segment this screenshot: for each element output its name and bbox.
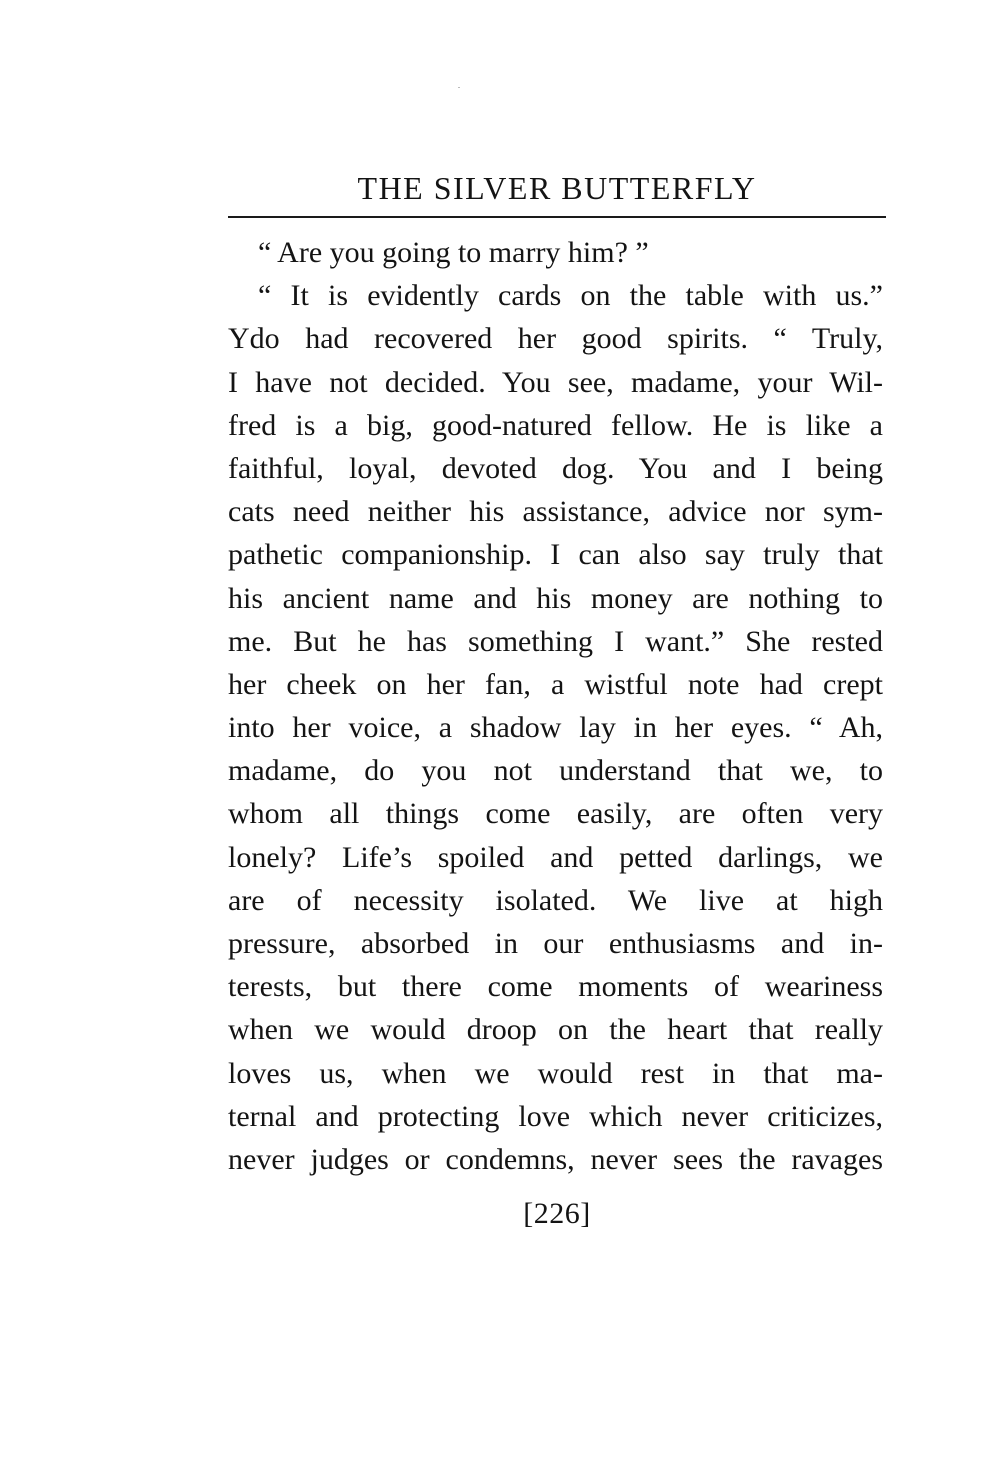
header-rule: [228, 216, 886, 218]
text-line: her cheek on her fan, a wistful note had crept: [228, 667, 883, 701]
text-line: me. But he has something I want.” She rested: [228, 624, 883, 658]
text-line: into her voice, a shadow lay in her eyes. “ Ah,: [228, 711, 883, 745]
text-line: pathetic companionship. I can also say truly that: [228, 538, 883, 572]
text-line: are of necessity isolated. We live at high: [228, 883, 883, 917]
text-line: “ It is evidently cards on the table with us.”: [258, 279, 883, 313]
text-line: ternal and protecting love which never criticizes,: [228, 1099, 883, 1133]
page-number: [226]: [523, 1197, 591, 1230]
text-line: when we would droop on the heart that really: [228, 1013, 883, 1047]
text-line: never judges or condemns, never sees the ravages: [228, 1142, 883, 1176]
text-line: his ancient name and his money are nothing to: [228, 581, 883, 615]
text-line: loves us, when we would rest in that ma-: [228, 1056, 883, 1090]
body-text: [228, 231, 883, 1181]
text-line: “ Are you going to marry him? ”: [258, 236, 649, 269]
text-line: madame, do you not understand that we, to: [228, 754, 883, 788]
text-line: pressure, absorbed in our enthusiasms and in-: [228, 927, 883, 960]
running-head: THE SILVER BUTTERFLY: [357, 170, 757, 206]
text-line: I have not decided. You see, madame, your Wil-: [228, 365, 883, 399]
text-line: fred is a big, good-natured fellow. He is like a: [228, 408, 883, 442]
print-speck: [458, 87, 460, 88]
text-line: cats need neither his assistance, advice nor sym-: [228, 495, 883, 529]
text-line: Ydo had recovered her good spirits. “ Truly,: [228, 322, 883, 356]
text-line: terests, but there come moments of weariness: [228, 970, 883, 1004]
text-line: whom all things come easily, are often very: [228, 797, 883, 831]
text-line: lonely? Life’s spoiled and petted darlings, we: [228, 840, 883, 874]
text-line: faithful, loyal, devoted dog. You and I being: [228, 451, 883, 485]
